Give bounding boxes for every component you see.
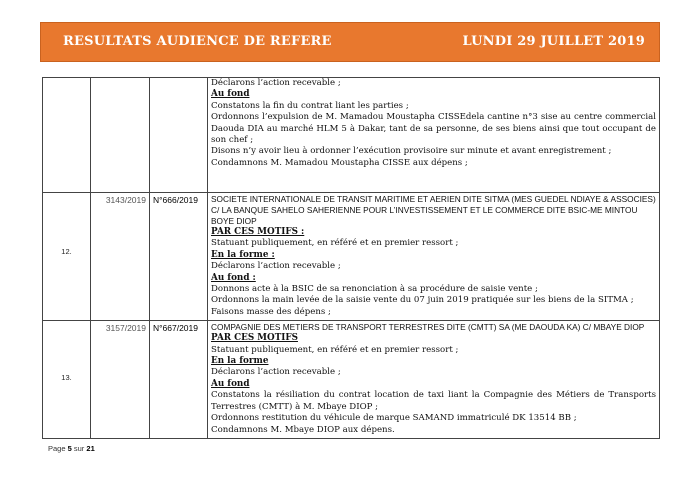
decision-text — [208, 321, 659, 438]
section-heading: PAR CES MOTIFS — [211, 333, 298, 344]
footer-page-current: 5 — [67, 444, 72, 453]
ordonnance-number: N°666/2019 — [153, 195, 198, 205]
decision-line: Déclarons l’action recevable ; — [211, 367, 341, 378]
decision-paragraph: Constatons la résiliation du contrat location de taxi liant la Compagnie des Métiers de Transports Terrestres (CMTT) à M. Mbaye DIOP ; — [211, 390, 656, 412]
footer-page-label: Page — [48, 444, 66, 453]
decision-line: Ordonnons la main levée de la saisie vente du 07 juin 2019 pratiquée sur les biens de la SITMA ; — [211, 295, 634, 306]
decision-cell — [208, 78, 660, 193]
decision-line: Donnons acte à la BSIC de sa renonciation à sa procédure de saisie vente ; — [211, 284, 538, 295]
rg-number — [91, 78, 149, 80]
header-banner — [40, 22, 660, 62]
ordonnance-number: N°667/2019 — [153, 323, 198, 334]
header-title: RESULTATS AUDIENCE DE REFERE — [63, 34, 332, 49]
ordonnance-number-cell — [150, 321, 208, 439]
row-number: 12. — [61, 247, 72, 256]
decision-cell — [208, 321, 660, 439]
footer-page-total: 21 — [86, 444, 95, 453]
row-number-cell — [43, 321, 91, 439]
decision-line: Condamnons M. Mbaye DIOP aux dépens. — [211, 424, 395, 435]
table-row — [43, 321, 660, 439]
decision-line: Ordonnons restitution du véhicule de marque SAMAND immatriculé DK 13514 BB ; — [211, 413, 577, 424]
decision-line: Condamnons M. Mamadou Moustapha CISSE aux dépens ; — [211, 157, 468, 168]
decision-line: Déclarons l’action recevable ; — [211, 78, 341, 88]
row-number-cell — [43, 78, 91, 193]
section-heading: Au fond — [211, 378, 250, 389]
decision-paragraph: Ordonnons l’expulsion de M. Mamadou Moustapha CISSEdela cantine n°3 sise au centre commercial Daouda DIA au marché HLM 5 à Dakar, tant de sa personne, de ses biens ainsi que tout occupant de son chef ; — [211, 112, 656, 146]
rg-number: 3143/2019 — [105, 195, 146, 205]
decision-line: Statuant publiquement, en référé et en premier ressort ; — [211, 238, 459, 249]
table-row — [43, 193, 660, 321]
section-heading: PAR CES MOTIFS : — [211, 227, 305, 237]
decision-line: Constatons la fin du contrat liant les parties ; — [211, 100, 409, 111]
decision-text — [208, 78, 659, 171]
row-number-cell — [43, 193, 91, 321]
rg-number-cell — [91, 78, 150, 193]
page-footer — [48, 444, 95, 453]
decision-text — [208, 193, 659, 320]
section-heading: Au fond — [211, 89, 250, 100]
case-parties: COMPAGNIE DES METIERS DE TRANSPORT TERRESTRES DITE (CMTT) SA (ME DAOUDA KA) C/ MBAYE DIOP — [211, 322, 645, 333]
section-heading: Au fond : — [211, 272, 256, 283]
case-parties: SOCIETE INTERNATIONALE DE TRANSIT MARITIME ET AERIEN DITE SITMA (MES GUEDEL NDIAYE & ASSOCIES) C/ LA BANQUE SAHELO SAHERIENNE POUR L’INVESTISSEMENT ET LE COMMERCE DITE BSIC-ME MINTOU BOYE DIOP — [211, 194, 656, 226]
decision-cell — [208, 193, 660, 321]
footer-of-label: sur — [73, 444, 85, 453]
ordonnance-number-cell — [150, 193, 208, 321]
table-row — [43, 78, 660, 193]
results-table — [42, 77, 660, 439]
decision-line: Statuant publiquement, en référé et en premier ressort ; — [211, 344, 459, 355]
section-heading: En la forme — [211, 356, 269, 367]
rg-number-cell — [91, 193, 150, 321]
rg-number: 3157/2019 — [105, 323, 146, 334]
section-heading: En la forme : — [211, 249, 275, 260]
row-number: 13. — [61, 373, 72, 383]
header-date: LUNDI 29 JUILLET 2019 — [462, 34, 645, 49]
ordonnance-number-cell — [150, 78, 208, 193]
ordonnance-number — [150, 78, 207, 80]
rg-number-cell — [91, 321, 150, 439]
decision-line: Disons n’y avoir lieu à ordonner l’exécution provisoire sur minute et avant enregistrement ; — [211, 146, 612, 157]
decision-line: Déclarons l’action recevable ; — [211, 261, 341, 272]
decision-line: Faisons masse des dépens ; — [211, 306, 331, 317]
